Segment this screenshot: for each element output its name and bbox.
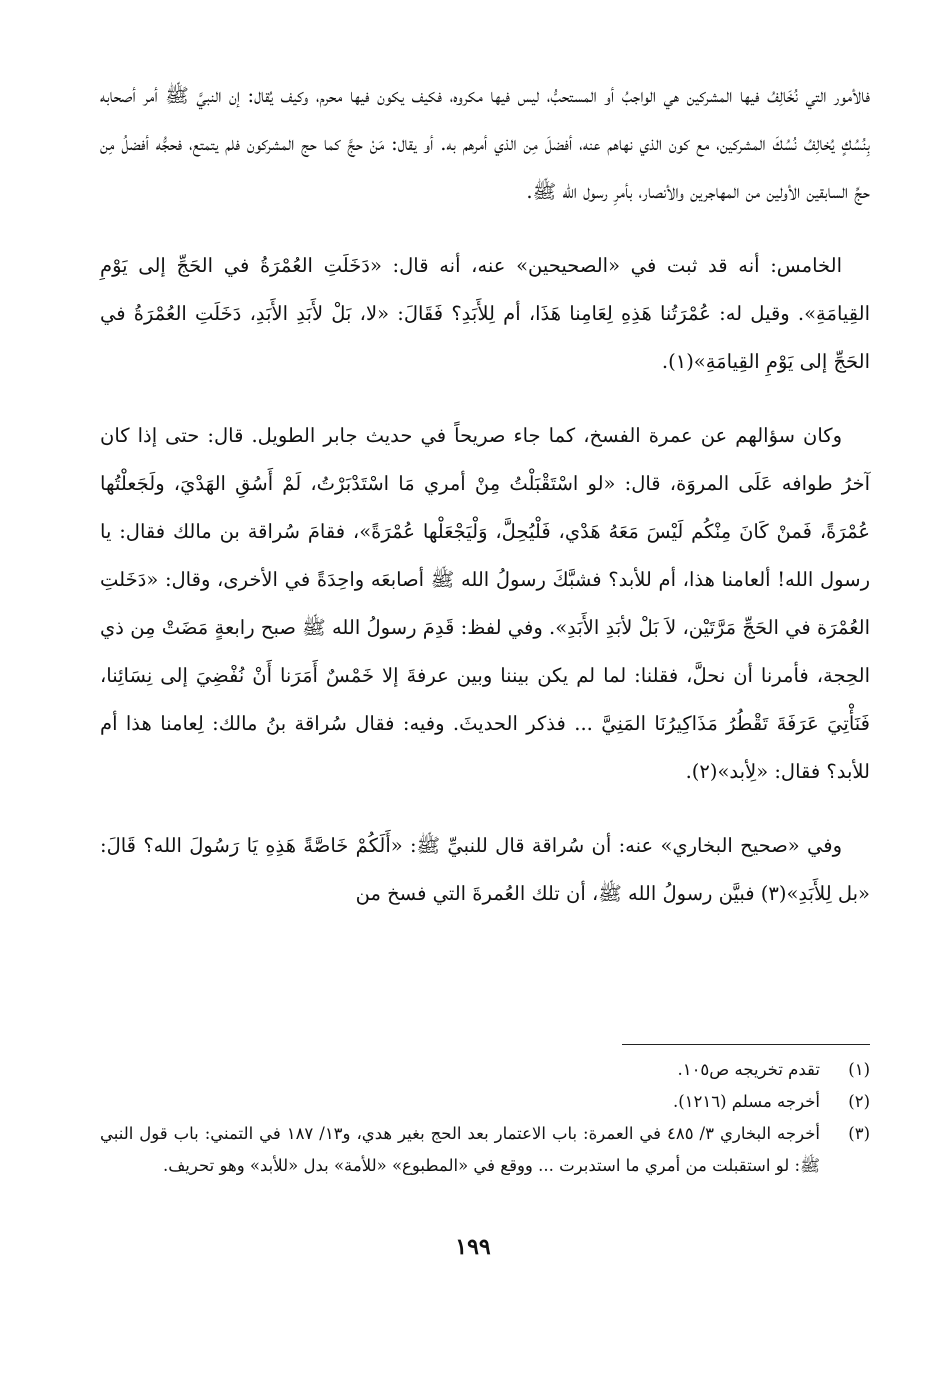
footnote-separator — [622, 1044, 870, 1045]
paragraph-4: وفي «صحيح البخاري» عنه: أن سُراقة قال للنبيِّ ﷺ: «أَلَكُمْ خَاصَّةً هَذِهِ يَا رَسُولَ الله؟ قَالَ: «بل لِلأَبَدِ»(٣) فبيَّن رسولُ الله ﷺ، أن تلك العُمرةَ التي فسخ من — [100, 834, 870, 905]
footnote-2 — [100, 1086, 870, 1118]
footnote-number: (١) — [848, 1060, 870, 1079]
footnote-number: (٣) — [848, 1124, 870, 1143]
footnote-number: (٢) — [848, 1092, 870, 1111]
paragraph-2: الخامس: أنه قد ثبت في «الصحيحين» عنه، أنه قال: «دَخَلَتِ العُمْرَةُ في الحَجِّ إلى يَوْمِ القِيامَةِ». وقيل له: عُمْرَتُنا هَذِهِ لِعَامِنا هَذَا، أم لِلأَبَدِ؟ فَقَالَ: «لا، بَلْ لأَبَدِ الأَبَدِ، دَخَلَتِ العُمْرَةُ في الحَجِّ إلى يَوْمِ القِيامَةِ»(١). — [100, 254, 870, 373]
footnote-1 — [100, 1054, 870, 1086]
footnote-3 — [100, 1118, 870, 1182]
footnotes — [100, 1054, 870, 1182]
footnote-text: تقدم تخريجه ص١٠٥. — [677, 1060, 820, 1079]
footnote-text: أخرجه البخاري ٣/ ٤٨٥ في العمرة: باب الاعتمار بعد الحج بغير هدي، و١٣/ ١٨٧ في التمني: باب قول النبي ﷺ: لو استقبلت من أمري ما استدبرت ... ووقع في «المطبوع» «للأمة» بدل «للأبد» وهو تحريف. — [100, 1124, 820, 1175]
page-number: ١٩٩ — [455, 1234, 491, 1260]
paragraph-1: فالأمور التي نُخَالِفُ فيها المشركين هي الواجبُ أو المستحبُّ، ليس فيها مكروه، فكيف يكون فيها محرم، وكيف يُقال: إن النبيَّ ﷺ أمر أصحابه بِنُسُكٍ يُخالِفُ نُسُكَ المشركين، مع كون الذي نهاهم عنه، أفضلَ مِن الذي أمرهم به. أو يقال: مَنْ حجَّ كما حج المشركون فلم يتمتع، فحجُّه أفضلُ مِن حجِّ السابقين الأولين من المهاجرين والأنصار، بأمرِ رسول الله ﷺ. — [100, 84, 870, 203]
main-text — [100, 72, 870, 918]
footnote-text: أخرجه مسلم (١٢١٦). — [672, 1092, 820, 1111]
paragraph-3: وكان سؤالهم عن عمرة الفسخ، كما جاء صريحاً في حديث جابر الطويل. قال: حتى إذا كان آخرُ طوافه عَلَى المروَة، قال: «لو اسْتَقْبَلْتُ مِنْ أمري مَا اسْتَدْبَرْتُ، لَمْ أَسُقِ الهَدْيَ، ولَجَعلْتُها عُمْرَةً، فَمنْ كَانَ مِنْكُم لَيْسَ مَعَهُ هَدْي، فَلْيُحِلَّ، وَلْيَجْعَلْها عُمْرَةً»، فقامَ سُراقة بن مالك فقال: يا رسول الله! ألعامنا هذا، أم للأبد؟ فشبَّكَ رسولُ الله ﷺ أصابعَه واحِدَةً في الأخرى، وقال: «دَخَلتِ العُمْرَة في الحَجِّ مَرَّتَيْن، لاَ بَلْ لأبَدِ الأَبَدِ». وفي لفظ: قَدِمَ رسولُ الله ﷺ صبح رابعةٍ مَضَتْ مِن ذي الحِجة، فأمرنا أن نحلَّ، فقلنا: لما لم يكن بيننا وبين عرفةَ إلا خَمْسٌ أَمَرَنا أَنْ نُفْضِيَ إلى نِسَائِنا، فَنَأْتِيَ عَرَفَةَ تَقْطُرُ مَذَاكِيرُنَا المَنِيَّ ... فذكر الحديثَ. وفيه: فقال سُراقة بنُ مالك: لِعامنا هذا أم للأبد؟ فقال: «لِأبد»(٢). — [100, 424, 870, 783]
